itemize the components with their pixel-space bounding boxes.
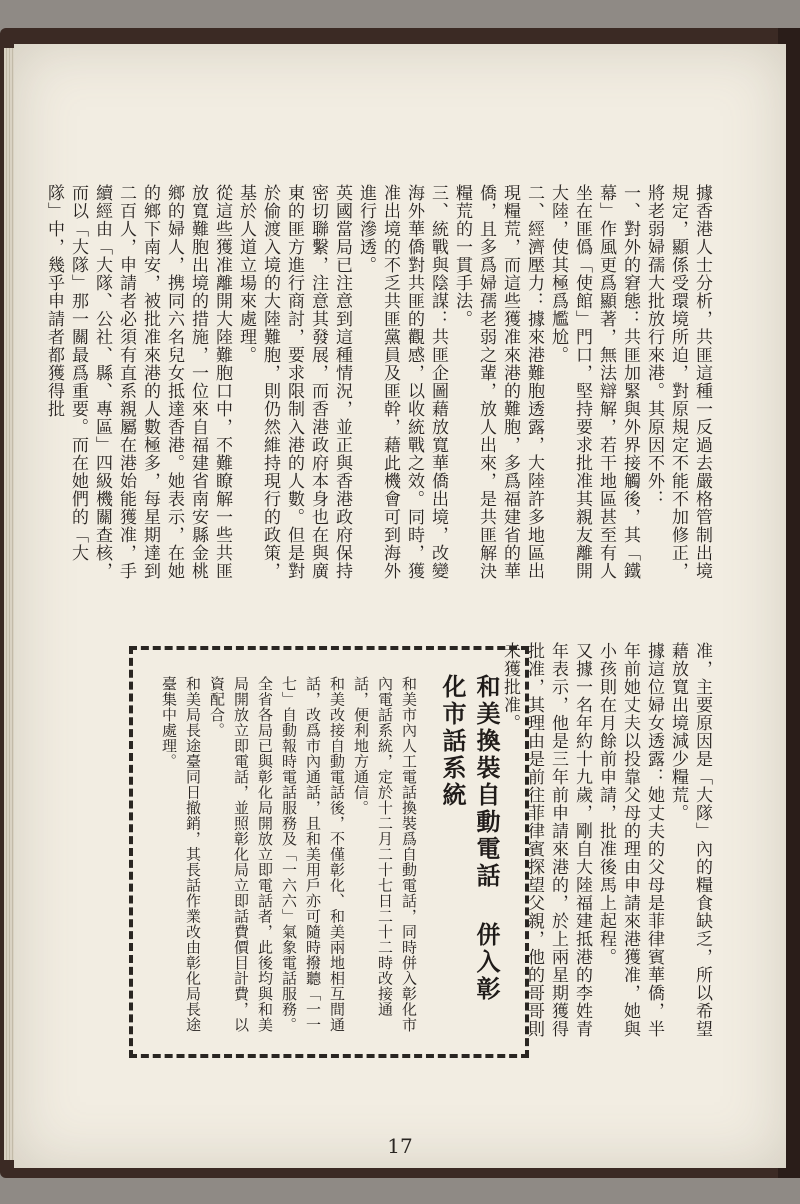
news-box-title: 和美換裝自動電話 併入彰化市話系統 [438,674,501,1003]
book-page [14,44,786,1168]
article-continuation-text: 准，主要原因是「大隊」內的糧食缺乏，所以希望藉放寬出境減少糧荒。 據這位婦女透露：她丈夫的父母是菲律賓華僑，半年前她丈夫以投靠父母的理由申請來港獲准，她與小孩則在月餘前申請，批准後馬上起程。 又據一名年約十九歲，剛自大陸福建抵港的李姓青年表示，他是三年前申請來港的，於上兩星期獲得批准，其理由是前往菲律賓探望父親，他的哥哥則未獲批准。 [500,642,712,1038]
news-box [129,646,529,1058]
news-box-body: 和美市內人工電話換裝爲自動電話，同時併入彰化市內電話系統，定於十二月二十七日二十二時改接通話，便利地方通信。 和美改接自動電話後，不僅彰化、和美兩地相互間通話，改爲市內通話，且和美用戶亦可隨時撥聽「一一七」自動報時電話服務及「一六六」氣象電話服務。 全省各局已與彰化局開放立即電話者，此後均與和美局開放立即電話，並照彰化局立即話費價目計費，以資配合。 和美局長途臺同日撤銷，其長話作業改由彰化局長途臺集中處理。 [160,676,418,1033]
article-upper-text: 據香港人士分析，共匪這種一反過去嚴格管制出境規定，顯係受環境所迫，對原規定不能不加修正，將老弱婦孺大批放行來港。其原因不外： 一、對外的窘態：共匪加緊與外界接觸後，其「鐵幕」作風更爲顯著，無法辯解，若干地區甚至有人坐在匪僞「使館」門口，堅持要求批准其親友離開大陸，使其極爲尷尬。 二、經濟壓力：據來港難胞透露，大陸許多地區出現糧荒，而這些獲准來港的難胞，多爲福建省的華僑，且多爲婦孺老弱之輩，放人出來，是共匪解決糧荒的一貫手法。 三、統戰與陰謀：共匪企圖藉放寬華僑出境，改變海外華僑對共匪的觀感，以收統戰之效。同時，獲准出境的不乏共匪黨員及匪幹，藉此機會可到海外進行滲透。 英國當局已注意到這種情況，並正與香港政府保持密切聯繫，注意其發展，而香港政府本身也在與廣東的匪方進行商討，要求限制入港的人數。但是對於偷渡入境的大陸難胞，則仍然維持現行的政策，基於人道立場來處理。 從這些獲准離開大陸難胞口中，不難瞭解一些共匪放寬難胞出境的措施，一位來自福建省南安縣金桃鄉的婦人，携同六名兒女抵達香港。她表示，在她的鄉下南安，被批准來港的人數極多，每星期達到二百人，申請者必須有直系親屬在港始能獲准，手續經由「大隊、公社、縣、專區」四級機關查核，而以「大隊」那一關最爲重要。而在她們的「大隊」中，幾乎申請者都獲得批 [44,184,712,580]
page-number: 17 [387,1134,413,1158]
